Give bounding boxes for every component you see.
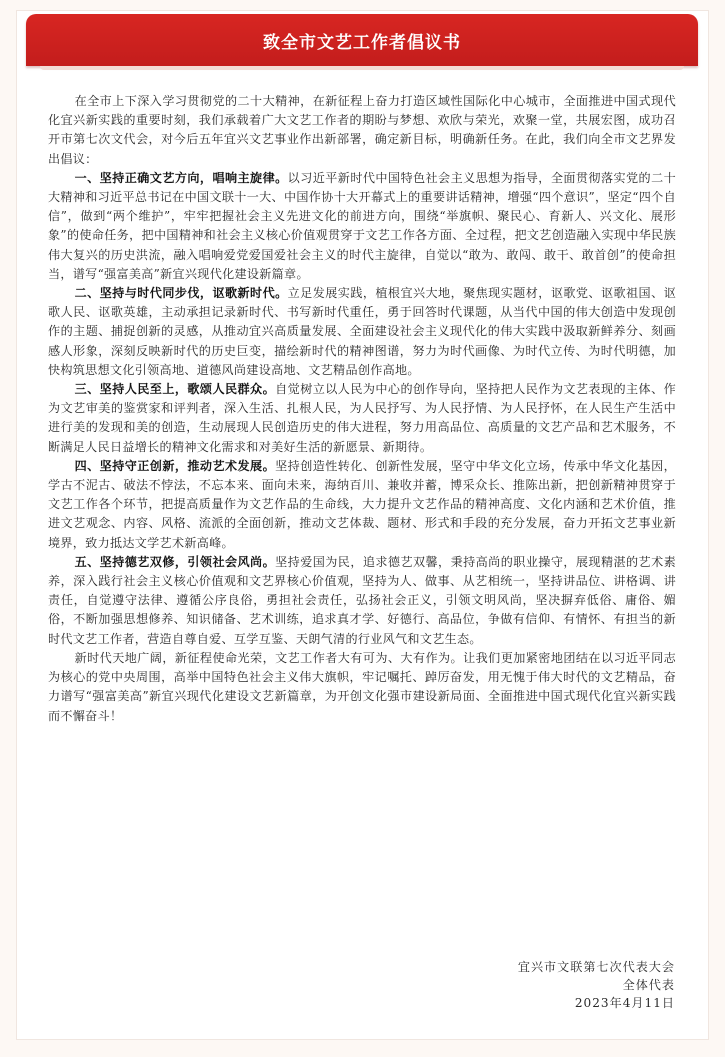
initiative-paragraph-2	[48, 284, 676, 380]
signature-date: 2023年4月11日	[574, 996, 675, 1010]
page-title: 致全市文艺工作者倡议书	[263, 32, 461, 53]
paragraph-text: 立足发展实践，植根宜兴大地，聚焦现实题材，讴歌党、讴歌祖国、讴歌人民、讴歌英雄，主动承担记录新时代、书写新时代重任，勇于回答时代课题，从当代中国的伟大创造中发现创作的主题、捕捉创新的灵感，从推动宜兴高质量发展、全面建设社会主义现代化的伟大实践中汲取新鲜养分、刻画感人形象，深刻反映新时代的历史巨变，描绘新时代的精神图谱，努力为时代画像、为时代立传、为时代明德，加快构筑思想文化引领高地、道德风尚建设高地、文艺精品创作高地。	[48, 286, 676, 377]
initiative-heading-3: 三、坚持人民至上，歌颂人民群众。	[74, 382, 276, 397]
signature-group: 全体代表	[622, 978, 675, 992]
document-body	[48, 92, 676, 726]
paragraph-text: 坚持创造性转化、创新性发展，坚守中华文化立场，传承中华文化基因，学古不泥古、破法不悖法，不忘本来、面向未来，海纳百川、兼收并蓄，博采众长、推陈出新，把创新精神贯穿于文艺工作各个环节，把提高质量作为文艺作品的生命线，大力提升文艺作品的精神高度、文化内涵和艺术价值，推进文艺观念、内容、风格、流派的全面创新，推动文艺体裁、题材、形式和手段的充分发展，奋力开拓文艺事业新境界，致力抵达文学艺术新高峰。	[48, 458, 676, 550]
initiative-paragraph-4	[48, 457, 676, 553]
paragraph-text: 以习近平新时代中国特色社会主义思想为指导，全面贯彻落实党的二十大精神和习近平总书记在中国文联十一大、中国作协十大开幕式上的重要讲话精神，增强“四个意识”，坚定“四个自信”，做到“两个维护”，牢牢把握社会主义先进文化的前进方向，围绕“举旗帜、聚民心、育新人、兴文化、展形象”的使命任务，把中国精神和社会主义核心价值观贯穿于文艺工作各方面、全过程，把文艺创造融入实现中华民族伟大复兴的历史洪流，融入唱响爱党爱国爱社会主义的时代主旋律，自觉以“敢为、敢闯、敢干、敢首创”的使命担当，谱写“强富美高”新宜兴现代化建设新篇章。	[48, 170, 676, 281]
paragraph-text: 自觉树立以人民为中心的创作导向，坚持把人民作为文艺表现的主体、作为文艺审美的鉴赏家和评判者，深入生活、扎根人民，为人民抒写、为人民抒情、为人民抒怀，在人民生产生活中进行美的发现和美的创造，生动展现人民创造历史的伟大进程，努力用高品位、高质量的文艺产品和艺术服务，不断满足人民日益增长的精神文化需求和对美好生活的新愿景、新期待。	[48, 382, 676, 454]
initiative-paragraph-1	[48, 169, 676, 284]
title-banner	[26, 14, 698, 66]
signature-block	[518, 958, 675, 1012]
initiative-paragraph-5	[48, 553, 676, 649]
closing-paragraph	[48, 649, 676, 726]
paragraph-text: 坚持爱国为民，追求德艺双馨，秉持高尚的职业操守，展现精湛的艺术素养，深入践行社会主义核心价值观和文艺界核心价值观，坚持为人、做事、从艺相统一，坚持讲品位、讲格调、讲责任，自觉遵守法律、遵循公序良俗，勇担社会责任，弘扬社会正义，引领文明风尚，坚决摒弃低俗、庸俗、媚俗，不断加强思想修养、知识储备、艺术训练，追求真才学、好德行、高品位，争做有信仰、有情怀、有担当的新时代文艺工作者，营造自尊自爱、互学互鉴、天朗气清的行业风气和文艺生态。	[48, 554, 676, 646]
intro-paragraph	[48, 92, 676, 169]
initiative-heading-5: 五、坚持德艺双修，引领社会风尚。	[74, 554, 276, 569]
initiative-paragraph-3	[48, 380, 676, 457]
banner-underline	[40, 66, 684, 70]
initiative-heading-2: 二、坚持与时代同步伐，讴歌新时代。	[74, 286, 288, 301]
initiative-heading-1: 一、坚持正确文艺方向，唱响主旋律。	[74, 170, 288, 185]
paragraph-text: 在全市上下深入学习贯彻党的二十大精神，在新征程上奋力打造区域性国际化中心城市，全面推进中国式现代化宜兴新实践的重要时刻，我们承载着广大文艺工作者的期盼与梦想、欢欣与荣光，欢聚一堂，共展宏图，成功召开市第七次文代会，对今后五年宜兴文艺事业作出新部署，确定新目标，明确新任务。在此，我们向全市文艺界发出倡议：	[48, 94, 676, 166]
paragraph-text: 新时代天地广阔，新征程使命光荣，文艺工作者大有可为、大有作为。让我们更加紧密地团结在以习近平同志为核心的党中央周围，高举中国特色社会主义伟大旗帜，牢记嘱托、踔厉奋发，用无愧于伟大时代的文艺精品，奋力谱写“强富美高”新宜兴现代化建设文艺新篇章，为开创文化强市建设新局面、全面推进中国式现代化宜兴新实践而不懈奋斗！	[48, 650, 676, 723]
initiative-heading-4: 四、坚持守正创新，推动艺术发展。	[74, 458, 276, 473]
signature-org: 宜兴市文联第七次代表大会	[517, 960, 675, 974]
